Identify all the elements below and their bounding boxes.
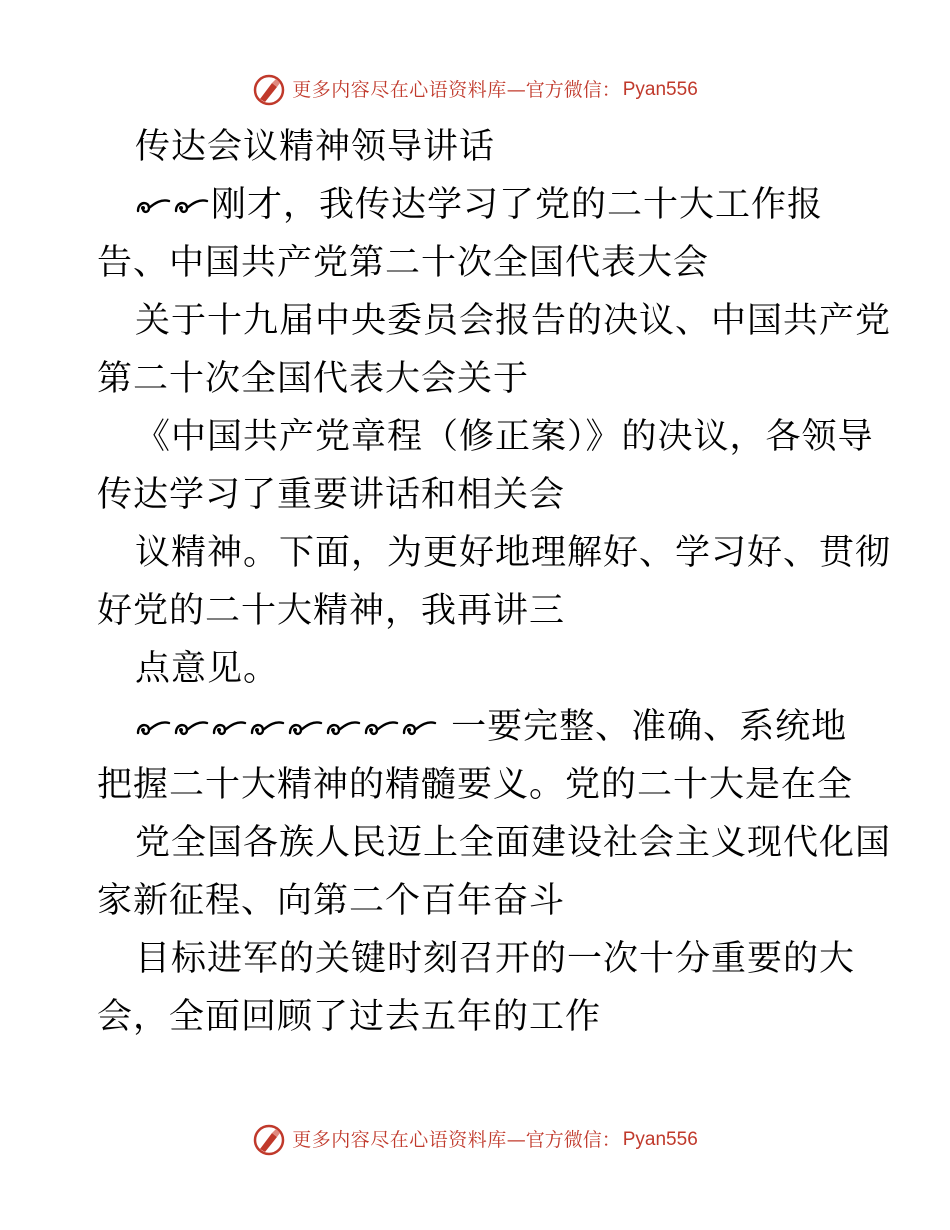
paragraph-line: 家新征程、向第二个百年奋斗 [97,881,566,921]
swirl-ornament-icon [363,717,401,739]
ornament-row [135,707,451,747]
paragraph-line [97,176,857,234]
document-body [97,118,892,1046]
swirl-ornament-icon [249,717,287,739]
swirl-ornament-icon [135,717,173,739]
swirl-ornament-icon [325,717,363,739]
watermark-text: 更多内容尽在心语资料库 [292,1129,507,1151]
document-title: 传达会议精神领导讲话 [135,127,496,167]
paragraph-line: 第二十次全国代表大会关于 [97,359,530,399]
watermark-wechat-id: Pyan556 [622,1129,698,1150]
watermark-dash: — [506,1129,526,1151]
paragraph-line: 目标进军的关键时刻召开的一次十分重要的大 [135,939,856,979]
paragraph-line: 会，全面回顾了过去五年的工作 [97,997,602,1037]
paragraph-line: 把握二十大精神的精髓要义。党的二十大是在全 [97,765,854,805]
watermark-header [0,70,950,110]
watermark-footer [0,1120,950,1160]
paragraph-line: 《中国共产党章程（修正案）》的决议，各领导 [135,417,874,457]
swirl-ornament-icon [173,717,211,739]
watermark-wechat-id: Pyan556 [622,79,698,100]
watermark-text: 更多内容尽在心语资料库 [292,79,507,101]
swirl-ornament-icon [211,717,249,739]
watermark-dash: — [506,79,526,101]
watermark-wechat-label: 官方微信： [525,79,621,101]
paragraph-line: 关于十九届中央委员会报告的决议、中国共产党 [135,301,892,341]
swirl-ornament-icon [401,717,439,739]
swirl-ornament-icon [287,717,325,739]
paragraph-line: 好党的二十大精神，我再讲三 [97,591,566,631]
paragraph-line: 传达学习了重要讲话和相关会 [97,475,566,515]
pen-logo-icon [252,1123,286,1157]
paragraph-line: 党全国各族人民迈上全面建设社会主义现代化国 [135,823,892,863]
paragraph-line [97,698,857,756]
paragraph-line: 告、中国共产党第二十次全国代表大会 [97,243,710,283]
swirl-ornament-icon [135,195,173,217]
swirl-ornament-icon [173,195,211,217]
paragraph-line: 点意见。 [135,649,280,689]
paragraph-line: 议精神。下面，为更好地理解好、学习好、贯彻 [135,533,892,573]
paragraph-text: 一要完整、准确、系统地 [451,707,848,747]
watermark-wechat-label: 官方微信： [525,1129,621,1151]
pen-logo-icon [252,73,286,107]
paragraph-text: 刚才，我传达学习了党的二十大工作报 [211,185,824,225]
